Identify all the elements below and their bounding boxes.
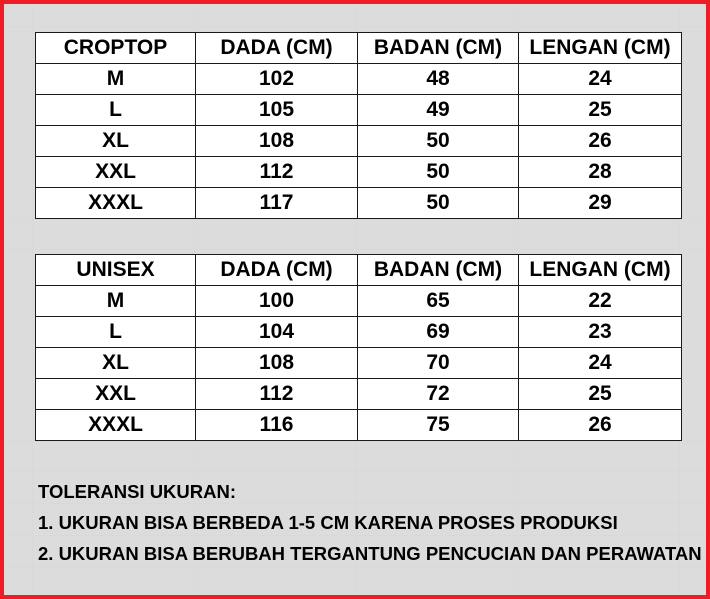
size-cell: M: [36, 286, 196, 317]
header-cell: DADA (CM): [196, 255, 358, 286]
unisex-size-table: [35, 254, 682, 441]
header-cell: LENGAN (CM): [519, 255, 682, 286]
size-cell: XXL: [36, 157, 196, 188]
lengan-cell: 22: [519, 286, 682, 317]
header-cell: BADAN (CM): [358, 255, 519, 286]
badan-cell: 70: [358, 348, 519, 379]
lengan-cell: 26: [519, 126, 682, 157]
table-row: [36, 317, 682, 348]
dada-cell: 117: [196, 188, 358, 219]
size-cell: L: [36, 317, 196, 348]
croptop-size-table: [35, 32, 682, 219]
badan-cell: 49: [358, 95, 519, 126]
notes-title: TOLERANSI UKURAN:: [38, 481, 237, 502]
tolerance-notes: [38, 476, 702, 569]
size-cell: XXXL: [36, 410, 196, 441]
dada-cell: 105: [196, 95, 358, 126]
grid-line: [4, 471, 706, 472]
header-cell: BADAN (CM): [358, 33, 519, 64]
table-row: [36, 95, 682, 126]
lengan-cell: 25: [519, 379, 682, 410]
badan-cell: 69: [358, 317, 519, 348]
dada-cell: 112: [196, 379, 358, 410]
dada-cell: 100: [196, 286, 358, 317]
size-cell: M: [36, 64, 196, 95]
badan-cell: 72: [358, 379, 519, 410]
table-row: [36, 410, 682, 441]
lengan-cell: 24: [519, 348, 682, 379]
header-cell: LENGAN (CM): [519, 33, 682, 64]
dada-cell: 112: [196, 157, 358, 188]
header-cell: CROPTOP: [36, 33, 196, 64]
table-row: [36, 64, 682, 95]
badan-cell: 65: [358, 286, 519, 317]
grid-line: [4, 249, 706, 250]
grid-line: [4, 219, 706, 220]
table-row: [36, 157, 682, 188]
table-row: [36, 286, 682, 317]
badan-cell: 75: [358, 410, 519, 441]
note-item: 2. UKURAN BISA BERUBAH TERGANTUNG PENCUCIAN DAN PERAWATAN: [38, 543, 702, 564]
table-row: [36, 188, 682, 219]
badan-cell: 50: [358, 126, 519, 157]
lengan-cell: 29: [519, 188, 682, 219]
dada-cell: 104: [196, 317, 358, 348]
badan-cell: 50: [358, 188, 519, 219]
dada-cell: 116: [196, 410, 358, 441]
table-row: [36, 126, 682, 157]
table-header-row: [36, 255, 682, 286]
lengan-cell: 23: [519, 317, 682, 348]
grid-line: [32, 4, 33, 595]
note-item: 1. UKURAN BISA BERBEDA 1-5 CM KARENA PROSES PRODUKSI: [38, 512, 618, 533]
dada-cell: 102: [196, 64, 358, 95]
size-cell: XXL: [36, 379, 196, 410]
lengan-cell: 28: [519, 157, 682, 188]
badan-cell: 48: [358, 64, 519, 95]
lengan-cell: 26: [519, 410, 682, 441]
lengan-cell: 24: [519, 64, 682, 95]
header-cell: UNISEX: [36, 255, 196, 286]
grid-line: [4, 441, 706, 442]
size-cell: XXXL: [36, 188, 196, 219]
header-cell: DADA (CM): [196, 33, 358, 64]
dada-cell: 108: [196, 348, 358, 379]
lengan-cell: 25: [519, 95, 682, 126]
size-cell: XL: [36, 126, 196, 157]
grid-line: [4, 26, 706, 27]
size-cell: L: [36, 95, 196, 126]
table-header-row: [36, 33, 682, 64]
dada-cell: 108: [196, 126, 358, 157]
size-cell: XL: [36, 348, 196, 379]
badan-cell: 50: [358, 157, 519, 188]
table-row: [36, 379, 682, 410]
table-row: [36, 348, 682, 379]
